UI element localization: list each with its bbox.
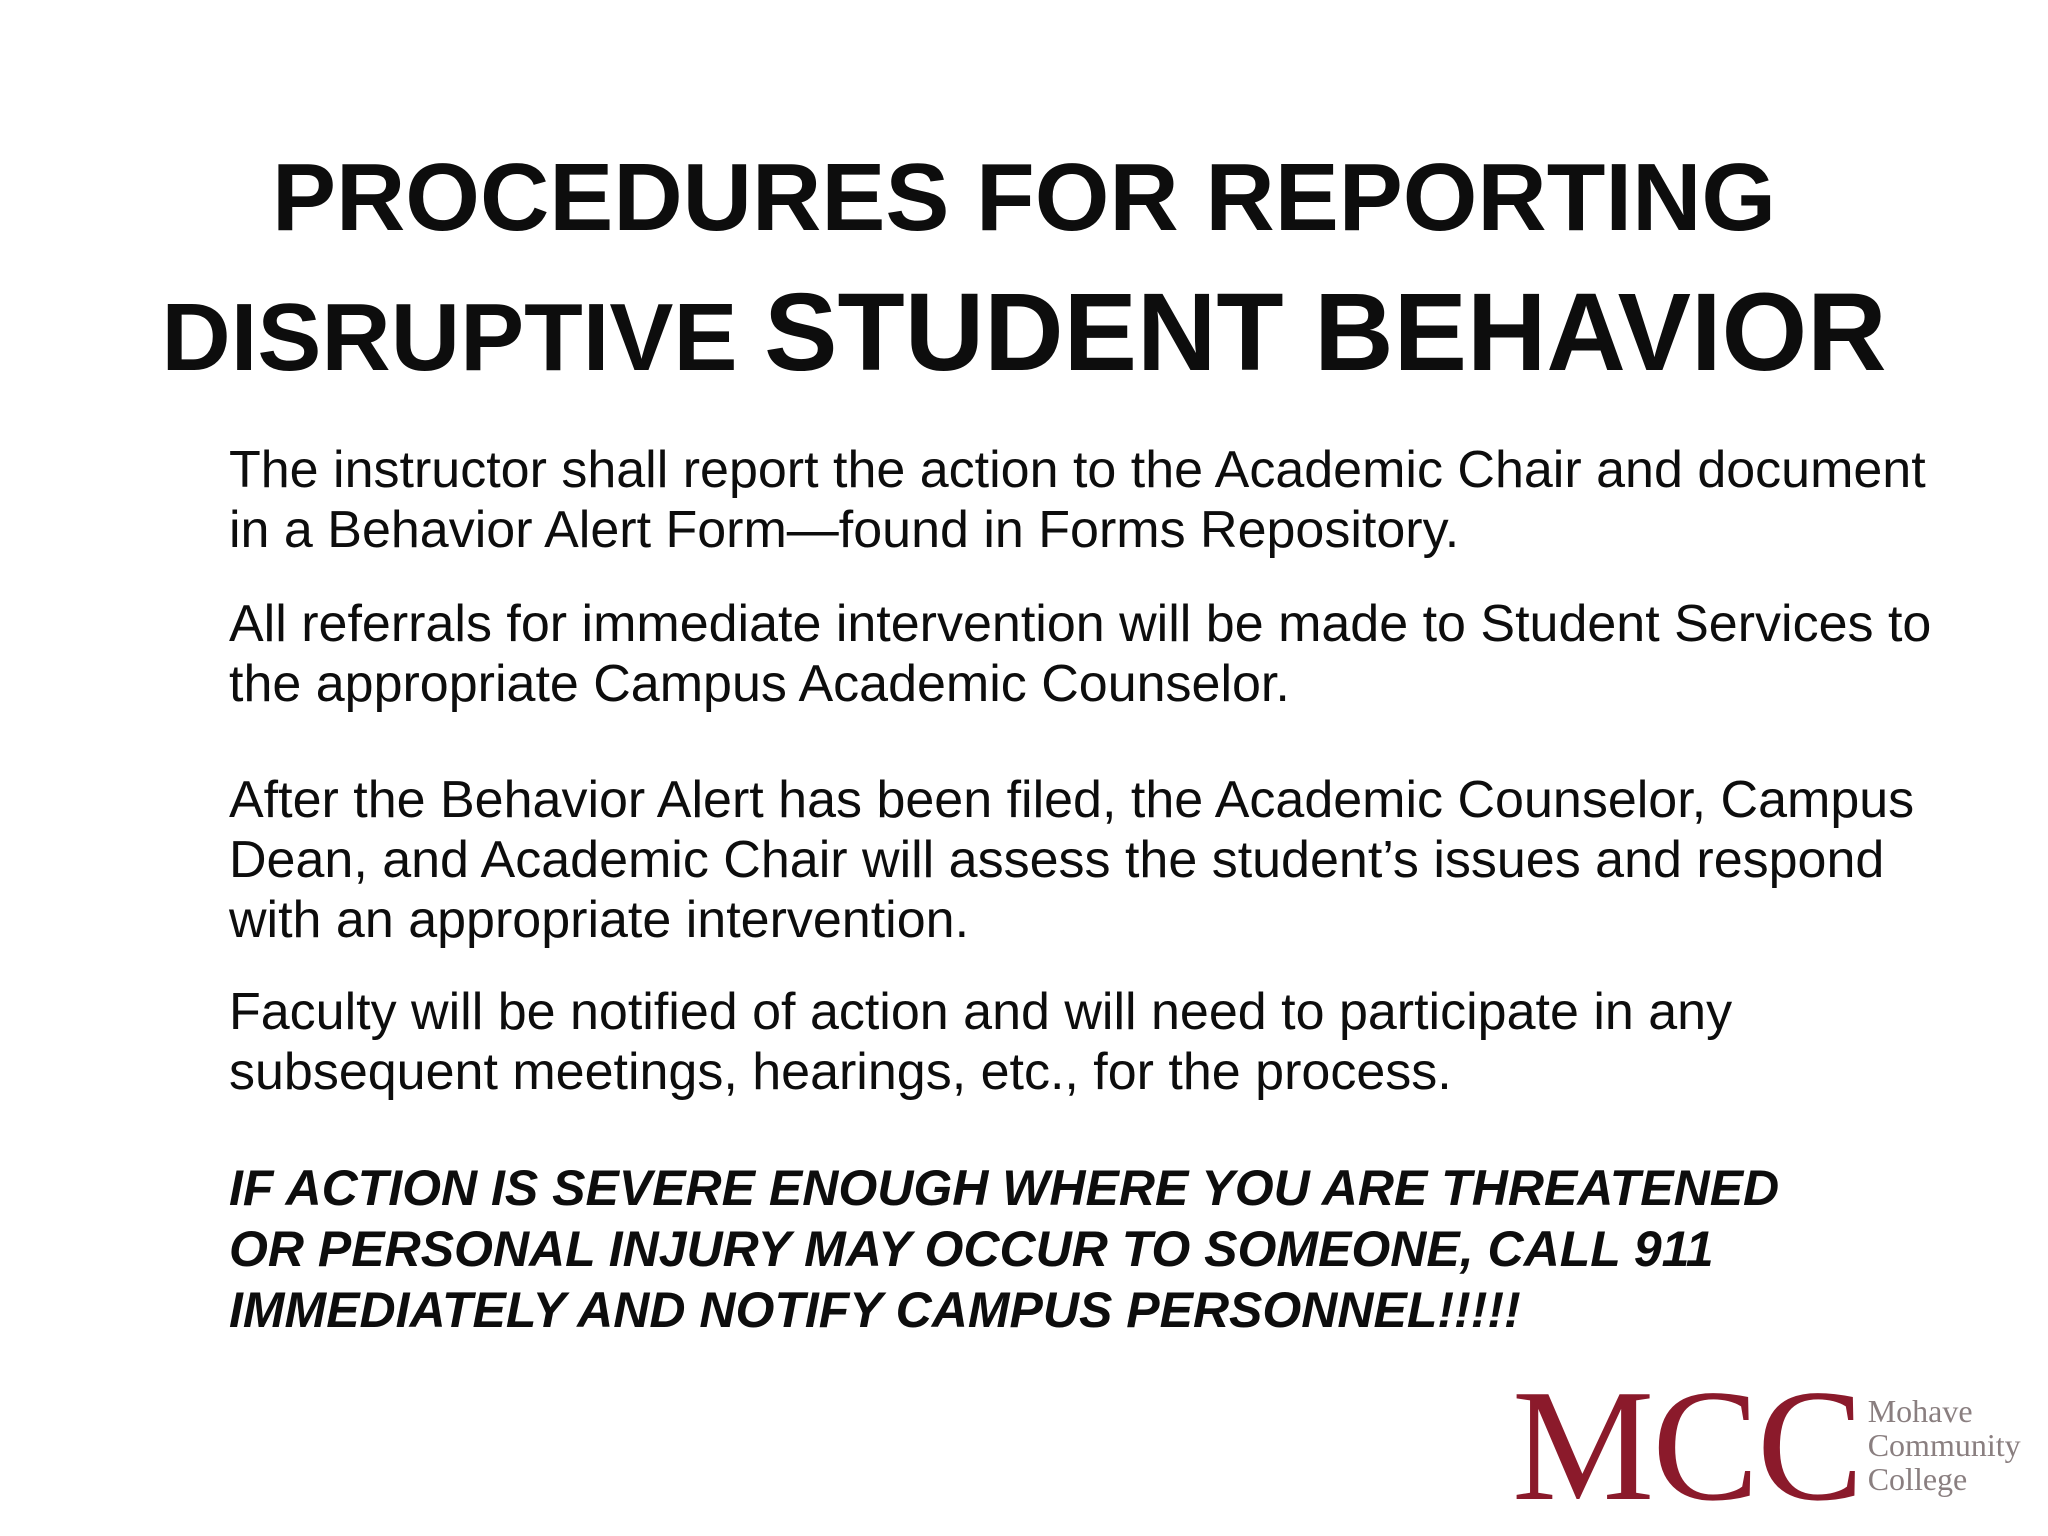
logo-mark: MCC	[1512, 1356, 1862, 1534]
logo-wordmark	[1868, 1394, 2021, 1496]
slide-body	[229, 440, 1949, 1341]
title-line-2-part-2: STUDENT BEHAVIOR	[764, 271, 1887, 394]
logo-text-community: Community	[1867, 1427, 2021, 1463]
paragraph-faculty-notified: Faculty will be notified of action and will need to participate in any subsequent meetings, hearings, etc., for the process.	[229, 983, 1733, 1101]
emergency-warning: IF ACTION IS SEVERE ENOUGH WHERE YOU ARE THREATENED OR PERSONAL INJURY MAY OCCUR TO SOMEONE, CALL 911 IMMEDIATELY AND NOTIFY CAMPUS PERSONNEL!!!!!	[229, 1160, 1780, 1338]
slide-title	[0, 135, 2048, 431]
logo-text-college: College	[1867, 1461, 1968, 1497]
mcc-logo	[1512, 1356, 2021, 1534]
title-line-2	[0, 261, 2048, 431]
logo-text-mohave: Mohave	[1867, 1393, 1973, 1429]
paragraph-report-to-chair: The instructor shall report the action to the Academic Chair and document in a Behavior Alert Form—found in Forms Repository.	[229, 441, 1926, 559]
title-line-2-part-1: DISRUPTIVE	[161, 284, 765, 391]
paragraph-referrals: All referrals for immediate intervention will be made to Student Services to the appropriate Campus Academic Counselor.	[229, 595, 1932, 713]
paragraph-assessment: After the Behavior Alert has been filed, the Academic Counselor, Campus Dean, and Academic Chair will assess the student’s issues and respond with an appropriate intervention.	[229, 771, 1915, 949]
title-line-1: PROCEDURES FOR REPORTING	[271, 144, 1777, 251]
